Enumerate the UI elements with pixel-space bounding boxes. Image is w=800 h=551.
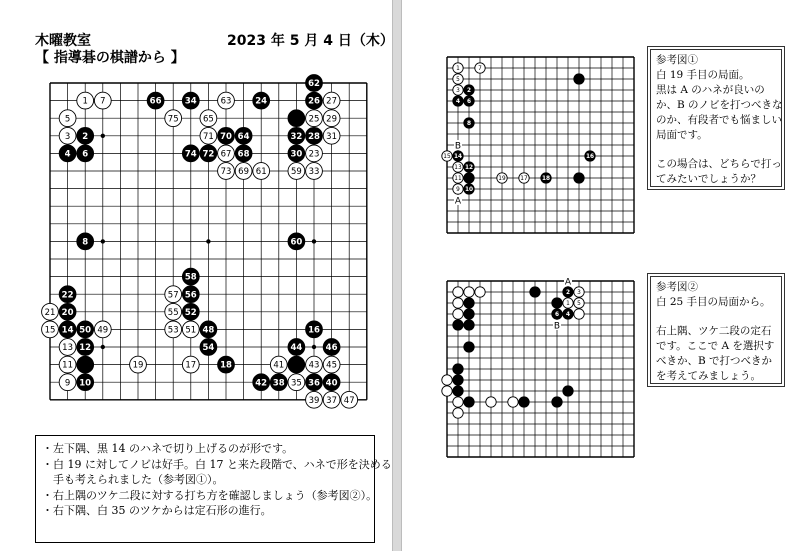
move-number: 25	[308, 114, 320, 125]
move-number: 57	[167, 290, 179, 301]
hoshi-point	[101, 134, 105, 138]
move-number: 69	[238, 167, 250, 178]
board-label: B	[553, 321, 561, 332]
move-number: 37	[326, 395, 338, 406]
white-stone	[442, 375, 452, 385]
board-label: B	[454, 141, 462, 152]
move-number: 19	[132, 360, 144, 371]
move-number: 24	[255, 96, 268, 107]
black-stone	[453, 375, 463, 385]
white-stone	[508, 397, 518, 407]
move-number: 74	[184, 149, 197, 160]
move-number: 13	[454, 165, 462, 172]
reference-line: 白 19 手目の局面。	[656, 69, 750, 81]
move-number: 15	[44, 325, 56, 336]
move-number: 68	[237, 149, 250, 160]
black-stone	[288, 110, 305, 127]
black-stone	[552, 397, 562, 407]
move-number: 51	[185, 325, 197, 336]
board-label: A	[564, 277, 572, 288]
white-stone	[475, 287, 485, 297]
move-number: 3	[456, 88, 460, 95]
reference-line: のか、有段者でも悩ましい	[656, 114, 782, 126]
black-stone	[464, 342, 474, 352]
black-stone	[563, 386, 573, 396]
move-number: 1	[82, 96, 88, 107]
reference-line: てみたいでしょうか？	[656, 173, 761, 185]
page-date: 2023 年 5 月 4 日（木）	[227, 33, 394, 49]
notes-box	[35, 435, 392, 543]
move-number: 60	[290, 237, 303, 248]
black-stone	[77, 356, 94, 373]
black-stone	[574, 74, 584, 84]
white-stone	[574, 309, 584, 319]
move-number: 66	[149, 96, 162, 107]
move-number: 10	[464, 187, 474, 194]
move-number: 5	[577, 301, 581, 308]
move-number: 6	[554, 312, 560, 319]
move-number: 18	[220, 360, 232, 371]
note-line: ・白 19 に対してノビは好手。白 17 と来た段階で、ハネで形を決める	[42, 457, 392, 471]
white-stone	[453, 397, 463, 407]
reference-line: この場合は、どちらで打っ	[656, 158, 782, 170]
move-number: 42	[255, 378, 268, 389]
move-number: 43	[308, 360, 320, 371]
move-number: 16	[308, 325, 320, 336]
move-number: 53	[167, 325, 179, 336]
reference-line: です。ここで A を選択す	[656, 340, 775, 352]
move-number: 15	[443, 154, 451, 161]
note-line: ・右下隅、白 35 のツケからは定石形の進行。	[42, 504, 272, 517]
move-number: 71	[202, 131, 214, 142]
move-number: 17	[185, 360, 197, 371]
black-stone	[464, 298, 474, 308]
move-number: 70	[220, 131, 232, 142]
move-number: 56	[184, 290, 197, 301]
move-number: 59	[290, 167, 302, 178]
move-number: 61	[255, 167, 267, 178]
move-number: 72	[202, 149, 215, 160]
move-number: 12	[79, 343, 92, 354]
move-number: 26	[308, 96, 320, 107]
white-stone	[453, 408, 463, 418]
move-number: 58	[184, 272, 197, 283]
reference-title: 参考図①	[656, 54, 698, 66]
move-number: 9	[64, 378, 71, 389]
black-stone	[530, 287, 540, 297]
move-number: 54	[202, 343, 215, 354]
white-stone	[464, 287, 474, 297]
board-grid	[447, 57, 634, 233]
white-stone	[453, 309, 463, 319]
white-stone	[453, 298, 463, 308]
move-number: 30	[290, 149, 303, 160]
move-number: 1	[566, 301, 570, 308]
reference-note-2	[650, 276, 782, 384]
move-number: 13	[62, 343, 74, 354]
move-number: 33	[308, 167, 320, 178]
black-stone	[519, 397, 529, 407]
move-number: 6	[82, 149, 89, 160]
move-number: 36	[308, 378, 320, 389]
page-gutter	[392, 0, 402, 551]
move-number: 47	[343, 395, 355, 406]
move-number: 52	[184, 307, 197, 318]
move-number: 31	[326, 131, 338, 142]
black-stone	[288, 356, 305, 373]
move-number: 5	[64, 114, 71, 125]
move-number: 18	[541, 176, 551, 183]
hoshi-point	[101, 239, 105, 243]
hoshi-point	[101, 345, 105, 349]
move-number: 23	[308, 149, 320, 160]
reference-title: 参考図②	[656, 281, 698, 293]
move-number: 63	[220, 96, 232, 107]
move-number: 8	[82, 237, 89, 248]
move-number: 4	[455, 99, 461, 106]
move-number: 8	[466, 121, 472, 128]
reference-line: 黒は A のハネが良いの	[656, 84, 765, 96]
main-go-board	[40, 80, 375, 405]
move-number: 22	[61, 290, 74, 301]
move-number: 11	[454, 176, 462, 183]
move-number: 3	[577, 290, 581, 297]
page-subtitle: 【 指導碁の棋譜から 】	[35, 50, 185, 66]
move-number: 44	[290, 343, 303, 354]
hoshi-point	[206, 239, 210, 243]
white-stone	[453, 287, 463, 297]
board-label: A	[454, 196, 462, 207]
move-number: 7	[478, 66, 482, 73]
move-number: 1	[456, 66, 460, 73]
note-line: 手も考えられました（参考図①）。	[42, 473, 224, 486]
black-stone	[453, 320, 463, 330]
black-stone	[464, 173, 474, 183]
move-number: 11	[62, 360, 74, 371]
move-number: 2	[466, 88, 472, 95]
move-number: 40	[325, 378, 338, 389]
reference-board-2	[442, 276, 642, 462]
white-stone	[442, 386, 452, 396]
move-number: 4	[64, 149, 71, 160]
black-stone	[453, 364, 463, 374]
move-number: 10	[79, 378, 92, 389]
move-number: 27	[326, 96, 338, 107]
move-number: 50	[79, 325, 92, 336]
move-number: 16	[585, 154, 595, 161]
move-number: 48	[202, 325, 215, 336]
black-stone	[574, 173, 584, 183]
move-number: 9	[456, 187, 460, 194]
move-number: 7	[100, 96, 106, 107]
move-number: 62	[308, 79, 320, 90]
move-number: 4	[565, 312, 571, 319]
black-stone	[453, 386, 463, 396]
move-number: 14	[61, 325, 74, 336]
page-title: 木曜教室	[35, 33, 91, 49]
move-number: 29	[326, 114, 338, 125]
move-number: 17	[520, 176, 528, 183]
move-number: 55	[167, 307, 179, 318]
move-number: 19	[498, 176, 506, 183]
note-line: ・右上隅のツケ二段に対する打ち方を確認しましょう（参考図②）。	[42, 488, 378, 502]
reference-note-1	[650, 49, 782, 187]
move-number: 6	[466, 99, 472, 106]
move-number: 14	[453, 154, 463, 161]
black-stone	[464, 397, 474, 407]
move-number: 21	[44, 307, 56, 318]
hoshi-point	[312, 239, 316, 243]
move-number: 12	[464, 165, 474, 172]
white-stone	[486, 397, 496, 407]
move-number: 5	[456, 77, 460, 84]
note-line: ・左下隅、黒 14 のハネで切り上げるのが形です。	[42, 442, 294, 455]
move-number: 41	[273, 360, 285, 371]
hoshi-point	[312, 345, 316, 349]
black-stone	[464, 320, 474, 330]
move-number: 35	[290, 378, 302, 389]
reference-line: 右上隅、ツケ二段の定石	[656, 325, 772, 337]
board-grid	[447, 281, 634, 457]
move-number: 49	[97, 325, 109, 336]
move-number: 32	[290, 131, 303, 142]
move-number: 65	[202, 114, 214, 125]
move-number: 45	[326, 360, 338, 371]
move-number: 34	[184, 96, 197, 107]
move-number: 2	[82, 131, 89, 142]
move-number: 46	[325, 343, 338, 354]
reference-line: を考えてみましょう。	[656, 370, 761, 382]
move-number: 64	[237, 131, 250, 142]
reference-line: 白 25 手目の局面から。	[656, 296, 771, 308]
black-stone	[552, 298, 562, 308]
move-number: 3	[64, 131, 71, 142]
move-number: 2	[565, 290, 571, 297]
reference-board-1	[442, 52, 642, 249]
reference-line: べきか、B で打つべきか	[656, 355, 773, 367]
move-number: 39	[308, 395, 320, 406]
black-stone	[464, 309, 474, 319]
move-number: 73	[220, 167, 232, 178]
move-number: 38	[272, 378, 285, 389]
move-number: 75	[167, 114, 179, 125]
reference-line: か、B のノビを打つべきな	[656, 99, 783, 111]
move-number: 20	[61, 307, 74, 318]
reference-line: 局面です。	[656, 129, 708, 141]
move-number: 67	[220, 149, 232, 160]
move-number: 28	[308, 131, 320, 142]
